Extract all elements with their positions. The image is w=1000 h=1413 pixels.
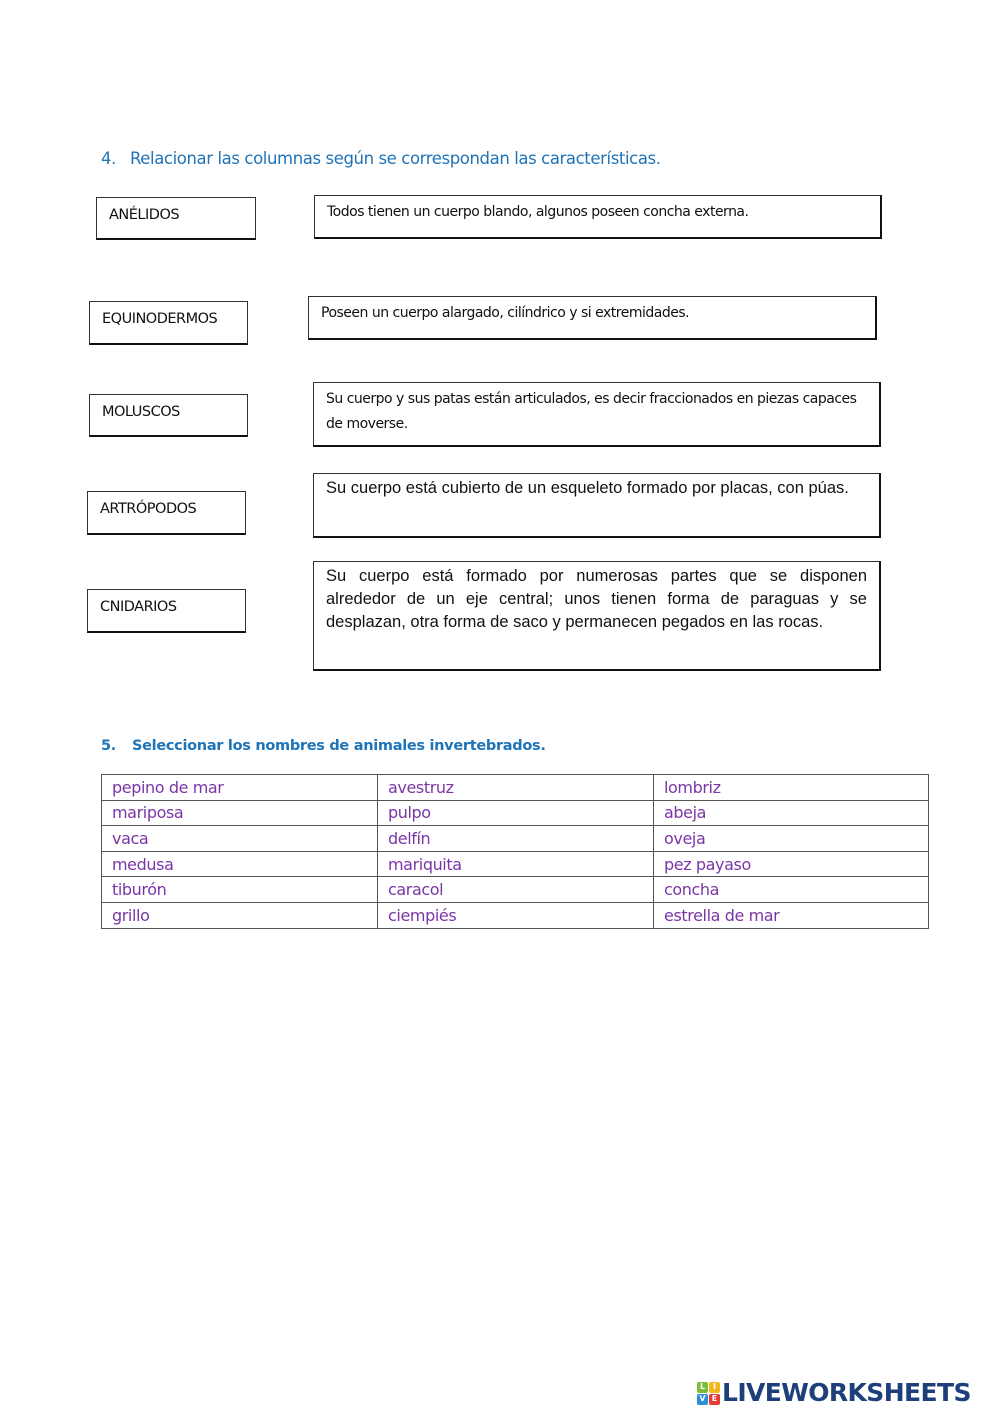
logo-tile: V — [697, 1394, 708, 1405]
question-5-title — [101, 738, 546, 754]
word-cell[interactable]: ciempiés — [378, 902, 654, 928]
table-row — [102, 775, 929, 801]
table-row — [102, 800, 929, 826]
term-cnidarios[interactable] — [87, 589, 246, 633]
word-cell[interactable]: mariposa — [102, 800, 378, 826]
logo-tile: E — [709, 1394, 720, 1405]
logo-tile: L — [697, 1382, 708, 1393]
term-label: MOLUSCOS — [102, 404, 180, 420]
liveworksheets-logo — [697, 1379, 971, 1407]
word-cell[interactable]: concha — [654, 877, 929, 903]
table-row — [102, 851, 929, 877]
definition-text: Poseen un cuerpo alargado, cilíndrico y si extremidades. — [321, 305, 690, 321]
logo-tile: I — [709, 1382, 720, 1393]
word-cell[interactable]: caracol — [378, 877, 654, 903]
word-cell[interactable]: medusa — [102, 851, 378, 877]
term-equinodermos[interactable] — [89, 301, 248, 345]
definition-box-4[interactable] — [313, 473, 881, 538]
word-cell[interactable]: oveja — [654, 826, 929, 852]
table-row — [102, 902, 929, 928]
definition-text: Todos tienen un cuerpo blando, algunos poseen concha externa. — [327, 204, 749, 220]
question-4-title — [101, 149, 661, 168]
definition-text: Su cuerpo está formado por numerosas partes que se disponen alrededor de un eje central; unos tienen forma de paraguas y se desplazan, otra forma de saco y permanecen pegados en las rocas. — [326, 567, 867, 631]
definition-box-3[interactable] — [313, 382, 881, 447]
question-number: 4. — [101, 149, 116, 168]
table-row — [102, 877, 929, 903]
term-moluscos[interactable] — [89, 394, 248, 437]
word-cell[interactable]: pez payaso — [654, 851, 929, 877]
word-cell[interactable]: pulpo — [378, 800, 654, 826]
word-cell[interactable]: pepino de mar — [102, 775, 378, 801]
word-cell[interactable]: estrella de mar — [654, 902, 929, 928]
term-artropodos[interactable] — [87, 491, 246, 535]
definition-box-2[interactable] — [308, 296, 877, 340]
term-label: ANÉLIDOS — [109, 207, 180, 223]
question-text: Relacionar las columnas según se correspondan las características. — [129, 149, 661, 168]
word-cell[interactable]: avestruz — [378, 775, 654, 801]
definition-text: Su cuerpo y sus patas están articulados, es decir fraccionados en piezas capaces de moverse. — [326, 391, 857, 432]
table-row — [102, 826, 929, 852]
term-label: ARTRÓPODOS — [100, 501, 197, 517]
question-text: Seleccionar los nombres de animales invertebrados. — [132, 738, 546, 754]
word-cell[interactable]: mariquita — [378, 851, 654, 877]
word-cell[interactable]: vaca — [102, 826, 378, 852]
brand-name: LIVEWORKSHEETS — [722, 1378, 971, 1407]
word-cell[interactable]: grillo — [102, 902, 378, 928]
word-cell[interactable]: delfín — [378, 826, 654, 852]
term-label: EQUINODERMOS — [102, 311, 218, 327]
definition-text: Su cuerpo está cubierto de un esqueleto formado por placas, con púas. — [326, 479, 849, 497]
question-number: 5. — [101, 738, 116, 754]
word-cell[interactable]: abeja — [654, 800, 929, 826]
definition-box-1[interactable] — [314, 195, 882, 239]
animal-selection-table — [101, 774, 929, 929]
term-anelidos[interactable] — [96, 197, 256, 240]
word-cell[interactable]: lombriz — [654, 775, 929, 801]
word-cell[interactable]: tiburón — [102, 877, 378, 903]
definition-box-5[interactable] — [313, 561, 881, 671]
logo-tiles-icon — [697, 1382, 720, 1405]
term-label: CNIDARIOS — [100, 599, 177, 615]
